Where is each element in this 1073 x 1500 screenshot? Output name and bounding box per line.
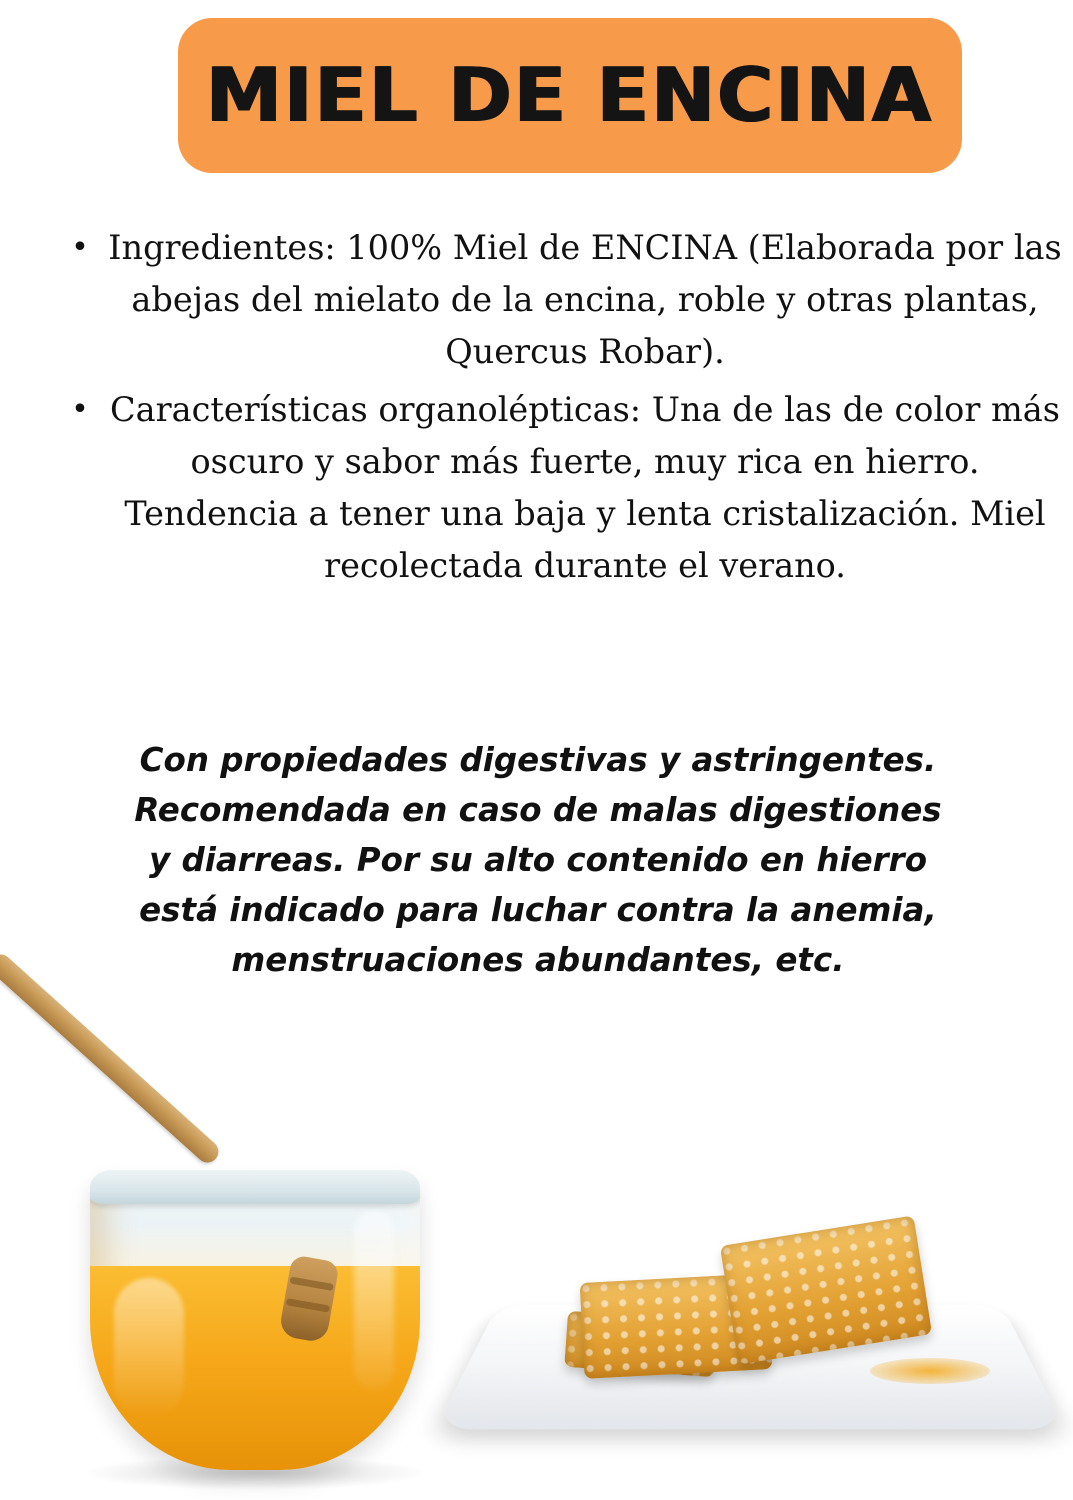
benefits-paragraph: Con propiedades digestivas y astringentes. Recomendada en caso de malas digestiones y diarreas. Por su alto contenido en hierro está indicado para luchar contra la anemia, menstruaciones abundantes, etc. <box>134 741 942 979</box>
list-item-text: Ingredientes: 100% Miel de ENCINA (Elaborada por las abejas del mielato de la encina, roble y otras plantas, Quercus Robar). <box>108 228 1062 371</box>
bullet-marker-icon: • <box>71 230 89 265</box>
honey-dipper-stick-icon <box>0 950 223 1167</box>
title-banner <box>178 18 962 173</box>
bullet-marker-icon: • <box>71 392 89 427</box>
list-item <box>58 222 1068 378</box>
glass-jar <box>90 1170 420 1470</box>
honey-drip <box>870 1358 990 1384</box>
honeycomb-plate-photo <box>470 1190 1030 1480</box>
jar-rim <box>90 1170 420 1204</box>
list-item <box>58 384 1068 592</box>
glass-highlight <box>354 1210 394 1390</box>
list-item-text: Características organolépticas: Una de las de color más oscuro y sabor más fuerte, muy rica en hierro. Tendencia a tener una baja y lenta cristalización. Miel recolectada durante el verano. <box>110 390 1060 585</box>
ingredients-bullet-list <box>58 222 1068 598</box>
product-imagery <box>0 860 1073 1500</box>
page-title: MIEL DE ENCINA <box>206 51 934 139</box>
honey-jar-photo <box>80 920 500 1500</box>
